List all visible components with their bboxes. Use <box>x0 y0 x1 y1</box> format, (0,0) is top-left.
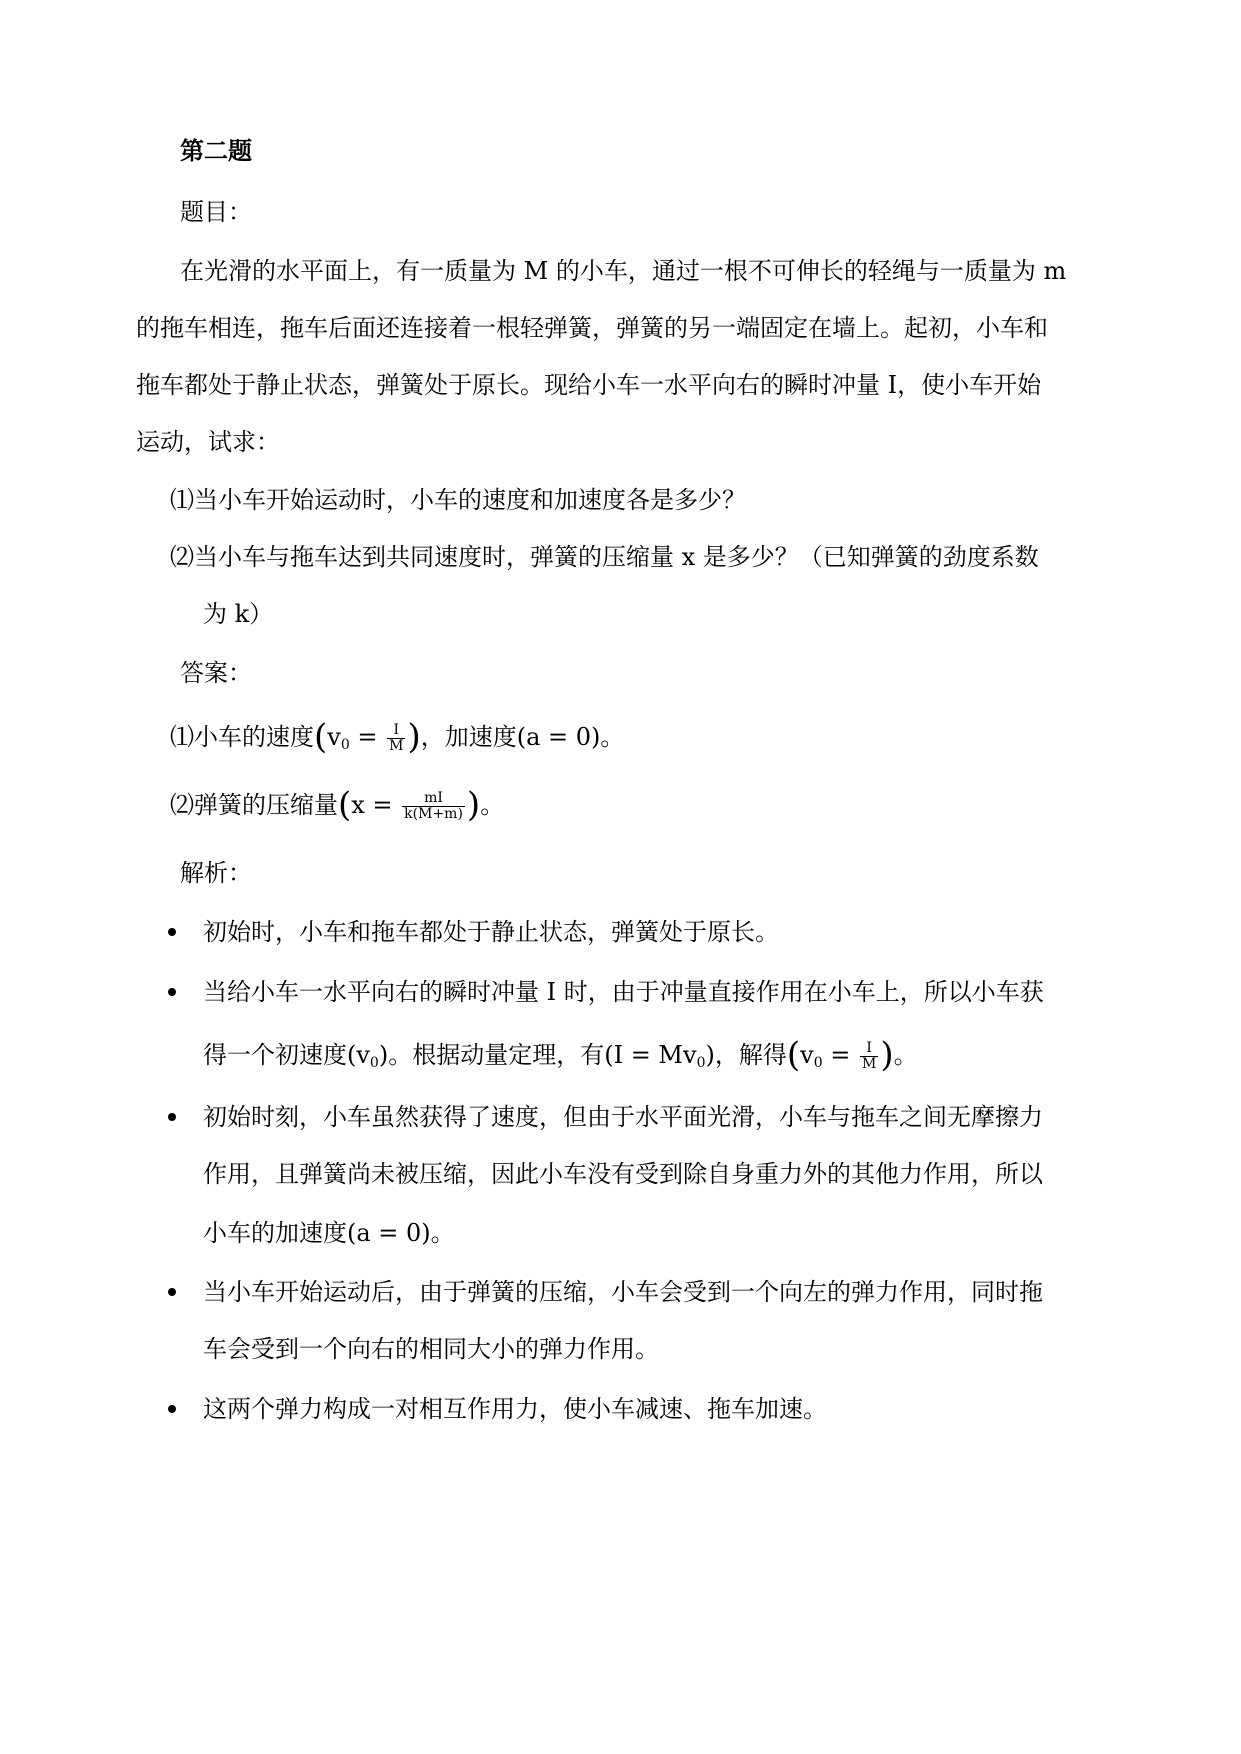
question-line-2: 的拖车相连，拖车后面还连接着一根轻弹簧，弹簧的另一端固定在墙上。起初，小车和 <box>136 314 1048 342</box>
b2-end: 。 <box>893 1041 918 1069</box>
answer-1-eq: = <box>349 723 386 751</box>
analysis-bullet-2-line-2: 得一个初速度$(v_0)$。根据动量定理，有$(I = Mv_0)$，解得($v_0$ = $\frac{I}{M}$ )。 <box>203 1035 918 1075</box>
analysis-bullet-4-line-1: 当小车开始运动后，由于弹簧的压缩，小车会受到一个向左的弹力作用，同时拖 <box>203 1278 1043 1306</box>
answer-1: ⑴小车的速度($v_0$ = $\frac{I}{M}$ )，加速度(a = 0)。 <box>170 717 625 757</box>
answer-1-fraction <box>387 723 405 754</box>
section-heading: 第二题 <box>180 137 252 165</box>
answer-1-frac-den: M <box>389 738 404 754</box>
answer-1-v0-sub: 0 <box>340 737 350 753</box>
bullet-dot-2 <box>168 988 176 996</box>
answer-1-v0: v <box>327 723 341 751</box>
answer-1-mid: ，加速度 <box>420 723 517 751</box>
b2-fraction <box>860 1041 878 1072</box>
b2-eq-sub: 0 <box>696 1055 706 1071</box>
answer-2-frac-den: k(M+m) <box>404 806 463 822</box>
answer-2-fraction <box>402 791 465 822</box>
analysis-bullet-3-line-3 <box>203 1218 455 1248</box>
b2-v-eq: = <box>822 1041 858 1069</box>
b2-v0-close: ) <box>378 1041 389 1069</box>
analysis-bullet-5: 这两个弹力构成一对相互作用力，使小车减速、拖车加速。 <box>203 1395 827 1423</box>
b3-accel: (a = 0) <box>347 1219 431 1247</box>
answer-1-frac-num: I <box>387 723 405 739</box>
answer-1-end: 。 <box>600 723 625 751</box>
b2-v-sub: 0 <box>813 1055 823 1071</box>
b3-end: 。 <box>430 1219 455 1247</box>
b3-text-a: 小车的加速度 <box>203 1219 347 1247</box>
b2-text-c: ，解得 <box>714 1041 787 1069</box>
b2-v0: (v <box>347 1041 370 1069</box>
b2-frac-den: M <box>861 1056 877 1072</box>
analysis-label: 解析： <box>180 859 252 887</box>
bullet-dot-4 <box>168 1288 176 1296</box>
b2-text-b: 。根据动量定理，有 <box>388 1041 605 1069</box>
question-line-1: 在光滑的水平面上，有一质量为 M 的小车，通过一根不可伸长的轻绳与一质量为 m <box>180 257 1067 285</box>
answer-1-accel: (a = 0) <box>516 723 601 751</box>
b2-frac-num: I <box>860 1041 878 1057</box>
question-line-4: 运动，试求： <box>136 428 280 456</box>
b2-text-a: 得一个初速度 <box>203 1041 347 1069</box>
sub-question-2-line-1: ⑵当小车与拖车达到共同速度时，弹簧的压缩量 x 是多少？（已知弹簧的劲度系数 <box>170 543 1039 571</box>
b2-v0-sub: 0 <box>369 1055 379 1071</box>
answer-2-prefix: ⑵弹簧的压缩量 <box>170 791 338 819</box>
sub-question-2-line-2: 为 k） <box>203 600 274 628</box>
bullet-dot-1 <box>168 928 176 936</box>
sub-question-1: ⑴当小车开始运动时，小车的速度和加速度各是多少？ <box>170 486 746 514</box>
b2-eq-close: ) <box>705 1041 715 1069</box>
analysis-bullet-2-line-1: 当给小车一水平向右的瞬时冲量 I 时，由于冲量直接作用在小车上，所以小车获 <box>203 978 1044 1006</box>
answer-2: ⑵弹簧的压缩量(x = $\frac{mI}{k(M+m)}$ )。 <box>170 785 505 825</box>
answer-2-frac-num: mI <box>402 791 465 807</box>
answer-1-prefix: ⑴小车的速度 <box>170 723 314 751</box>
b2-eq: (I = Mv <box>604 1041 697 1069</box>
question-line-3: 拖车都处于静止状态，弹簧处于原长。现给小车一水平向右的瞬时冲量 I，使小车开始 <box>136 371 1042 399</box>
answer-label: 答案： <box>180 659 252 687</box>
analysis-bullet-3-line-1: 初始时刻，小车虽然获得了速度，但由于水平面光滑，小车与拖车之间无摩擦力 <box>203 1103 1043 1131</box>
b2-v: v <box>800 1041 814 1069</box>
answer-2-end: 。 <box>480 791 505 819</box>
question-label: 题目： <box>180 198 252 226</box>
analysis-bullet-1: 初始时，小车和拖车都处于静止状态，弹簧处于原长。 <box>203 918 779 946</box>
bullet-dot-3 <box>168 1113 176 1121</box>
answer-2-x: x = <box>351 791 401 819</box>
analysis-bullet-3-line-2: 作用，且弹簧尚未被压缩，因此小车没有受到除自身重力外的其他力作用，所以 <box>203 1160 1043 1188</box>
bullet-dot-5 <box>168 1405 176 1413</box>
analysis-bullet-4-line-2: 车会受到一个向右的相同大小的弹力作用。 <box>203 1335 659 1363</box>
